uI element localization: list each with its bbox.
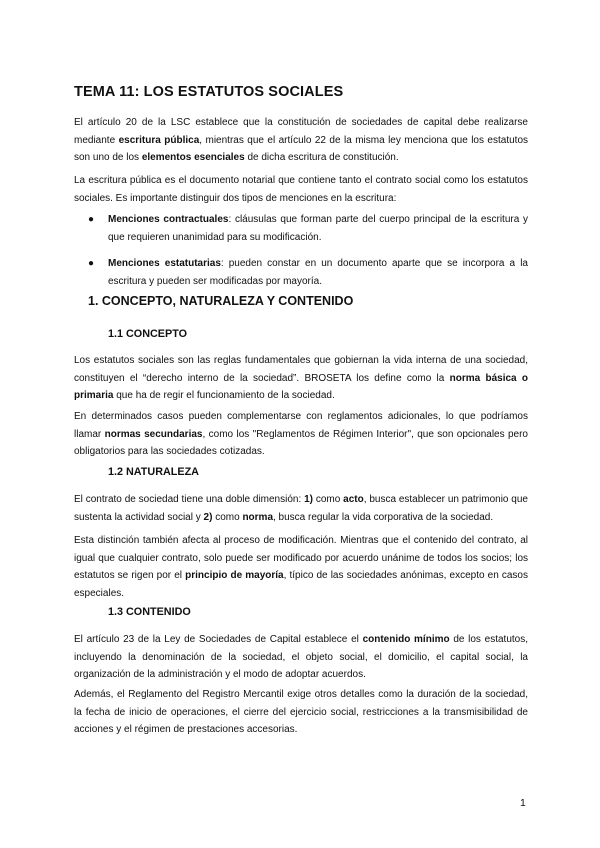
intro-paragraph-1 bbox=[74, 114, 528, 167]
naturaleza-paragraph-1 bbox=[74, 491, 528, 526]
text-run: , busca regular la vida corporativa de la sociedad. bbox=[273, 511, 494, 523]
naturaleza-paragraph-2 bbox=[74, 532, 528, 602]
text-run: de los estatutos, incluyendo la denominación de la sociedad, el objeto social, el domicilio, el capital social, la organización de la administración y el modo de adoptar acuerdos. bbox=[74, 634, 528, 680]
concepto-paragraph-2 bbox=[74, 408, 528, 461]
bold-text: escritura pública bbox=[118, 134, 200, 146]
text-run: El contrato de sociedad tiene una doble dimensión: bbox=[74, 494, 305, 505]
text-run: Los estatutos sociales son las reglas fundamentales que gobiernan la vida interna de una sociedad, constituyen el “derecho interno de la sociedad”. BROSETA los define como la bbox=[74, 355, 528, 384]
contenido-paragraph-2 bbox=[74, 686, 528, 739]
list-item bbox=[74, 211, 528, 246]
text-run: : cláusulas que forman parte del cuerpo principal de la escritura y que requieren unanimidad para su modificación. bbox=[108, 214, 529, 243]
bold-text: elementos esenciales bbox=[141, 152, 245, 163]
text-run: como bbox=[313, 494, 344, 505]
bold-text: Menciones estatutarias bbox=[108, 258, 221, 269]
bold-text: 2) bbox=[203, 511, 213, 523]
bullet-icon: ● bbox=[88, 214, 95, 225]
bold-text: norma bbox=[242, 511, 273, 523]
bold-text: contenido mínimo bbox=[362, 634, 450, 645]
page-number: 1 bbox=[520, 797, 526, 809]
bold-text: normas secundarias bbox=[104, 428, 203, 440]
text-run: El artículo 23 de la Ley de Sociedades de Capital establece el bbox=[74, 634, 363, 645]
text-run: Además, el Reglamento del Registro Mercantil exige otros detalles como la duración de la sociedad, la fecha de inicio de operaciones, el cierre del ejercicio social, restricciones a la transmisibilidad de acciones y el régimen de prestaciones accesorias. bbox=[74, 689, 528, 735]
section-heading: 1. CONCEPTO, NATURALEZA Y CONTENIDO bbox=[88, 294, 354, 308]
bold-text: Menciones contractuales bbox=[108, 214, 229, 225]
bold-text: norma básica o primaria bbox=[74, 372, 528, 401]
text-run: En determinados casos pueden complementarse con reglamentos adicionales, lo que podríamos llamar bbox=[74, 411, 528, 440]
text-run: , típico de las sociedades anónimas, excepto en casos especiales. bbox=[74, 570, 528, 599]
list-item-text bbox=[108, 258, 528, 287]
intro-paragraph-2 bbox=[74, 172, 528, 207]
text-run: , mientras que el artículo 22 de la misma ley menciona que los estatutos son uno de los bbox=[74, 134, 529, 163]
contenido-paragraph-1 bbox=[74, 631, 528, 684]
bold-text: 1) bbox=[304, 494, 313, 505]
bullet-icon: ● bbox=[88, 258, 95, 269]
list-item-text bbox=[108, 214, 528, 243]
text-run: , busca establecer un patrimonio que sustenta la actividad social y bbox=[74, 494, 528, 523]
subsection-heading-naturaleza: 1.2 NATURALEZA bbox=[108, 466, 199, 478]
text-run: de dicha escritura de constitución. bbox=[244, 152, 399, 163]
text-run: que ha de regir el funcionamiento de la sociedad. bbox=[113, 390, 335, 401]
text-run: , como los "Reglamentos de Régimen Interior", que son opcionales pero obligatorios para las sociedades cotizadas. bbox=[74, 428, 528, 457]
list-item bbox=[74, 255, 528, 290]
bold-text: acto bbox=[343, 494, 364, 505]
subsection-heading-concepto: 1.1 CONCEPTO bbox=[108, 328, 187, 340]
mentions-list bbox=[74, 211, 528, 290]
subsection-heading-contenido: 1.3 CONTENIDO bbox=[108, 606, 191, 618]
page-title: TEMA 11: LOS ESTATUTOS SOCIALES bbox=[74, 84, 344, 100]
text-run: La escritura pública es el documento notarial que contiene tanto el contrato social como los estatutos sociales. Es importante distinguir dos tipos de menciones en la escritura: bbox=[74, 175, 528, 204]
text-run: como bbox=[212, 511, 243, 523]
concepto-paragraph-1 bbox=[74, 352, 528, 405]
bold-text: principio de mayoría bbox=[185, 570, 284, 581]
text-run: Esta distinción también afecta al proceso de modificación. Mientras que el contenido del contrato, al igual que cualquier contrato, solo puede ser modificado por acuerdo unánime de todos los socios; los estatutos se rigen por el bbox=[74, 535, 528, 581]
text-run: : pueden constar en un documento aparte que se incorpora a la escritura y pueden ser modificadas por mayoría. bbox=[108, 258, 528, 287]
text-run: El artículo 20 de la LSC establece que la constitución de sociedades de capital debe realizarse mediante bbox=[74, 117, 528, 146]
